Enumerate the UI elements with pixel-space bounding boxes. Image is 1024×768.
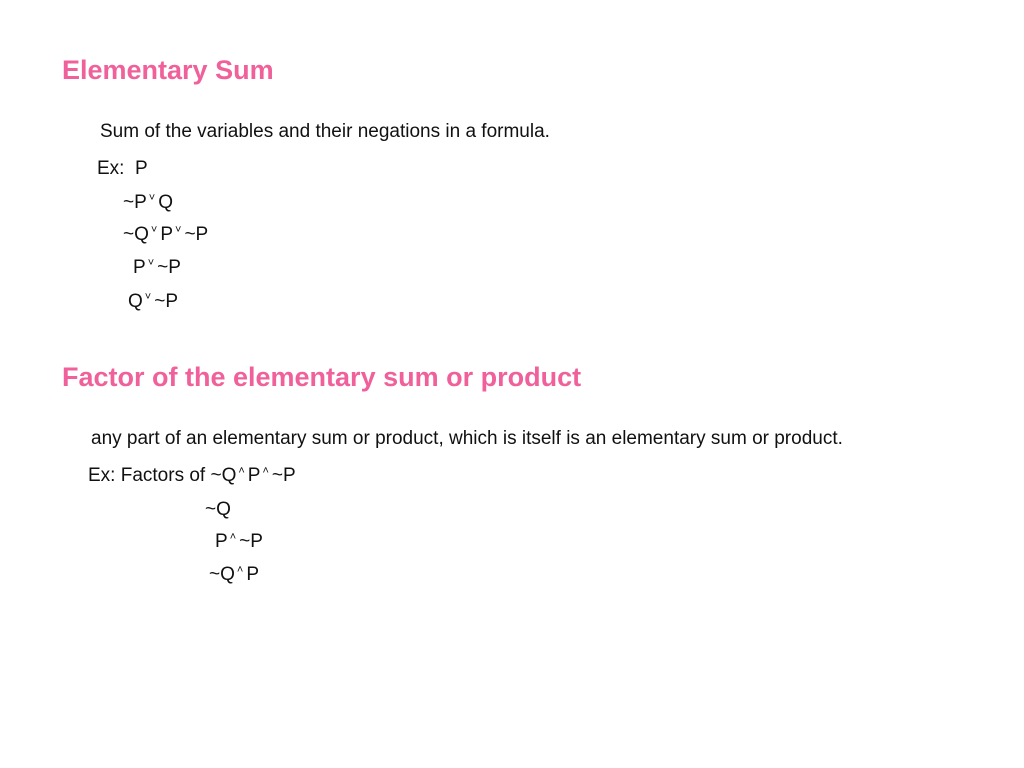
formula-term: ~P [154, 291, 178, 312]
formula-term: P [215, 531, 228, 552]
formula-term: ~P [157, 257, 181, 278]
formula-term: ~Q [209, 564, 235, 585]
formula-term: Q [128, 291, 143, 312]
example-prefix: Ex: [97, 158, 125, 179]
factor-item-3 [209, 563, 259, 587]
formula-term: ~P [239, 531, 263, 552]
and-operator: ˄ [238, 465, 245, 477]
formula-term: ~Q [210, 465, 237, 486]
section-heading-elementary-sum: Elementary Sum [62, 55, 274, 85]
and-operator: ˄ [236, 564, 244, 576]
elementary-sum-example-1 [97, 157, 148, 181]
or-operator: ˅ [147, 257, 155, 269]
elementary-sum-example-5 [128, 290, 178, 314]
formula-term: P [160, 224, 173, 245]
factor-description: any part of an elementary sum or product, which is itself is an elementary sum or product. [91, 428, 843, 449]
or-operator: ˅ [144, 291, 152, 303]
formula-term: P [246, 564, 259, 585]
elementary-sum-description: Sum of the variables and their negations in a formula. [100, 121, 550, 142]
formula-term: ~P [123, 192, 147, 213]
elementary-sum-example-2 [123, 191, 173, 215]
elementary-sum-example-3 [123, 223, 208, 247]
factor-example-intro [88, 464, 296, 488]
formula-term: ~Q [123, 224, 149, 245]
elementary-sum-example-4 [133, 256, 181, 280]
formula-term: P [135, 158, 148, 179]
and-operator: ˄ [262, 465, 269, 477]
example-prefix: Ex: Factors of [88, 465, 206, 486]
formula-term: ~P [271, 465, 296, 486]
or-operator: ˅ [175, 224, 182, 236]
formula-term: P [247, 465, 261, 486]
formula-term: Q [158, 192, 173, 213]
formula-term: P [133, 257, 146, 278]
or-operator: ˅ [150, 224, 158, 236]
and-operator: ˄ [229, 531, 237, 543]
factor-item-2 [215, 530, 263, 554]
factor-item-1 [205, 498, 231, 522]
formula-term: ~Q [205, 499, 231, 520]
or-operator: ˅ [148, 192, 156, 204]
formula-term: ~P [184, 224, 209, 245]
section-heading-factor: Factor of the elementary sum or product [62, 362, 582, 392]
